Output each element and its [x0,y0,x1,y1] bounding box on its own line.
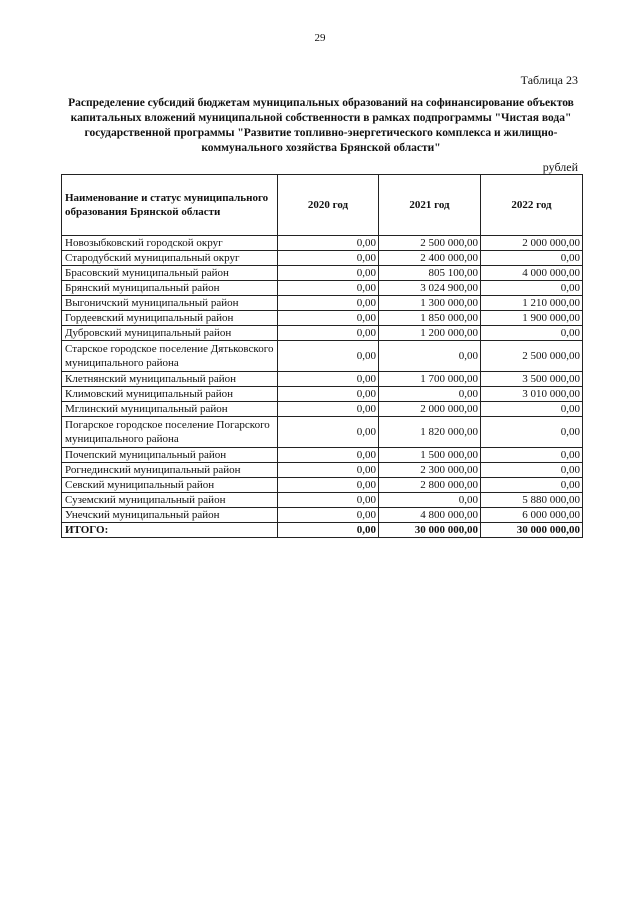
table-row [62,493,583,508]
row-name: Климовский муниципальный район [62,387,278,402]
row-2022: 0,00 [481,417,583,448]
row-name: Севский муниципальный район [62,478,278,493]
table-row [62,341,583,372]
units-label: рублей [542,160,578,174]
column-header-2021: 2021 год [379,175,481,236]
total-row [62,523,583,538]
total-2022: 30 000 000,00 [481,523,583,538]
row-2022: 4 000 000,00 [481,266,583,281]
row-name: Брянский муниципальный район [62,281,278,296]
row-2021: 2 000 000,00 [379,402,481,417]
row-name: Гордеевский муниципальный район [62,311,278,326]
row-name: Рогнединский муниципальный район [62,463,278,478]
row-2020: 0,00 [278,326,379,341]
row-2020: 0,00 [278,281,379,296]
table-row [62,463,583,478]
total-label: ИТОГО: [62,523,278,538]
row-2020: 0,00 [278,311,379,326]
table-row [62,387,583,402]
row-2022: 0,00 [481,448,583,463]
row-2020: 0,00 [278,266,379,281]
row-2022: 0,00 [481,326,583,341]
row-name: Выгоничский муниципальный район [62,296,278,311]
row-2020: 0,00 [278,251,379,266]
row-2020: 0,00 [278,341,379,372]
row-2021: 4 800 000,00 [379,508,481,523]
table-row [62,311,583,326]
row-name: Старское городское поселение Дятьковского муниципального района [62,341,278,372]
row-name: Мглинский муниципальный район [62,402,278,417]
row-2022: 3 010 000,00 [481,387,583,402]
row-2021: 1 300 000,00 [379,296,481,311]
row-2022: 0,00 [481,281,583,296]
row-2022: 2 500 000,00 [481,341,583,372]
table-row [62,478,583,493]
total-2020: 0,00 [278,523,379,538]
row-name: Погарское городское поселение Погарского муниципального района [62,417,278,448]
row-2022: 0,00 [481,463,583,478]
row-2021: 1 700 000,00 [379,372,481,387]
table-row [62,372,583,387]
page-number: 29 [314,32,326,44]
row-2021: 2 400 000,00 [379,251,481,266]
table-header-row [62,175,583,236]
column-header-2020: 2020 год [278,175,379,236]
total-2021: 30 000 000,00 [379,523,481,538]
column-header-name: Наименование и статус муниципального образования Брянской области [62,175,278,236]
row-2020: 0,00 [278,448,379,463]
table-row [62,417,583,448]
row-2022: 0,00 [481,478,583,493]
table-row [62,448,583,463]
row-2020: 0,00 [278,387,379,402]
table-row [62,326,583,341]
row-2021: 1 500 000,00 [379,448,481,463]
row-2022: 5 880 000,00 [481,493,583,508]
row-2021: 805 100,00 [379,266,481,281]
table-row [62,251,583,266]
row-2020: 0,00 [278,493,379,508]
row-2020: 0,00 [278,296,379,311]
row-name: Унечский муниципальный район [62,508,278,523]
row-2021: 2 300 000,00 [379,463,481,478]
row-2021: 0,00 [379,493,481,508]
row-name: Суземский муниципальный район [62,493,278,508]
row-name: Клетнянский муниципальный район [62,372,278,387]
row-2021: 2 800 000,00 [379,478,481,493]
document-title: Распределение субсидий бюджетам муниципальных образований на софинансирование объектов капитальных вложений муниципальной собственности в рамках подпрограммы "Чистая вода" государственной программы "Развитие топливно-энергетического комплекса и жилищно-коммунального хозяйства Брянской области" [68,97,574,154]
row-2022: 6 000 000,00 [481,508,583,523]
table-row [62,296,583,311]
row-2021: 0,00 [379,387,481,402]
row-name: Стародубский муниципальный округ [62,251,278,266]
row-2022: 2 000 000,00 [481,236,583,251]
table-label: Таблица 23 [520,73,578,87]
table-row [62,402,583,417]
table-row [62,236,583,251]
row-2020: 0,00 [278,402,379,417]
row-2021: 1 200 000,00 [379,326,481,341]
row-name: Брасовский муниципальный район [62,266,278,281]
row-2021: 3 024 900,00 [379,281,481,296]
subsidy-table [61,174,583,538]
row-2022: 0,00 [481,251,583,266]
row-2020: 0,00 [278,372,379,387]
row-2021: 0,00 [379,341,481,372]
table-row [62,281,583,296]
row-2022: 3 500 000,00 [481,372,583,387]
column-header-2022: 2022 год [481,175,583,236]
row-2020: 0,00 [278,236,379,251]
row-2022: 1 210 000,00 [481,296,583,311]
row-2021: 1 850 000,00 [379,311,481,326]
row-name: Новозыбковский городской округ [62,236,278,251]
row-2020: 0,00 [278,478,379,493]
row-2022: 1 900 000,00 [481,311,583,326]
row-2022: 0,00 [481,402,583,417]
table-row [62,266,583,281]
row-2020: 0,00 [278,417,379,448]
row-name: Дубровский муниципальный район [62,326,278,341]
table-row [62,508,583,523]
row-2020: 0,00 [278,508,379,523]
row-2021: 1 820 000,00 [379,417,481,448]
row-2021: 2 500 000,00 [379,236,481,251]
row-name: Почепский муниципальный район [62,448,278,463]
row-2020: 0,00 [278,463,379,478]
